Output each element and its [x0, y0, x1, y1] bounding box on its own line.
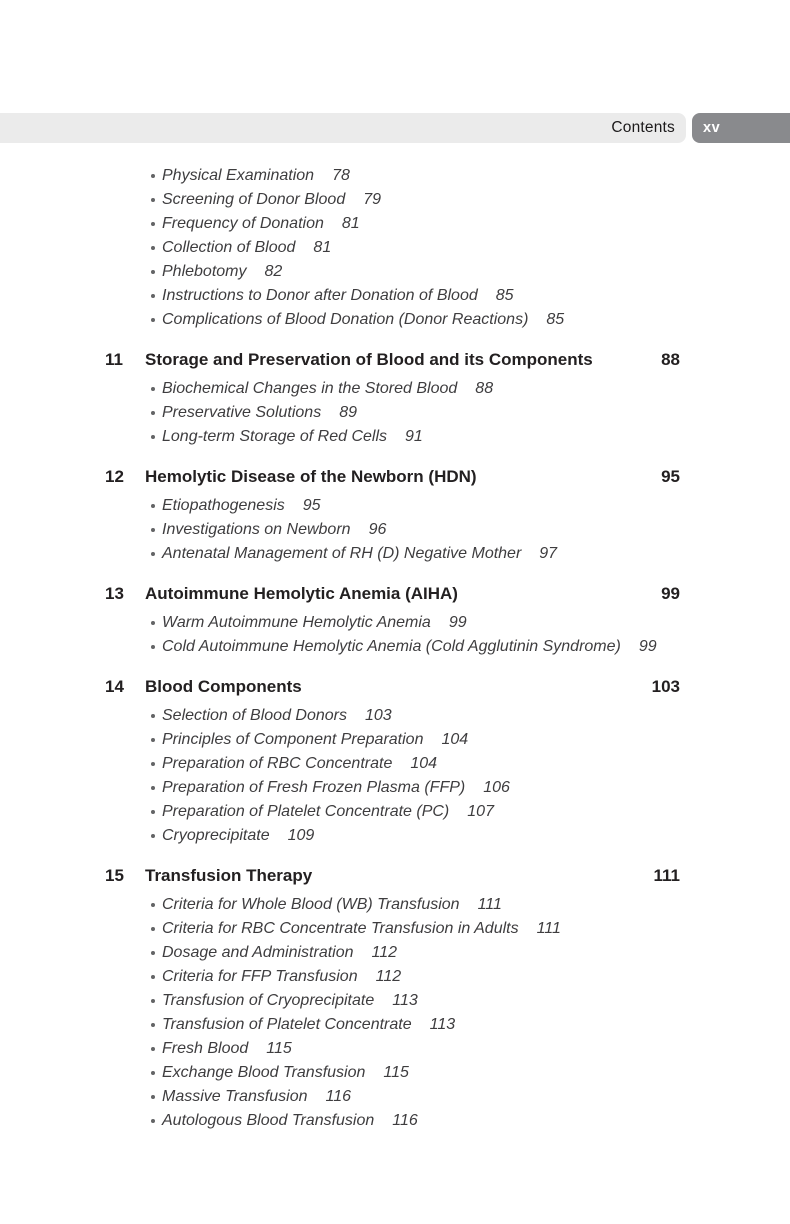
chapter-number: 11 — [105, 350, 123, 369]
chapter-item-list — [105, 611, 680, 659]
chapter-item-list — [105, 704, 680, 848]
item-page: 106 — [483, 779, 510, 796]
chapter-section — [105, 580, 680, 659]
chapter-number: 15 — [105, 866, 124, 885]
item-label: Preparation of Fresh Frozen Plasma (FFP) — [162, 779, 466, 796]
item-label: Principles of Component Preparation — [162, 731, 424, 748]
bullet-icon — [151, 645, 155, 649]
item-label: Preparation of Platelet Concentrate (PC) — [162, 803, 450, 820]
item-page: 89 — [339, 404, 357, 421]
chapter-title: Transfusion Therapy — [145, 866, 313, 885]
item-label: Exchange Blood Transfusion — [162, 1064, 366, 1081]
item-page: 107 — [467, 803, 494, 820]
toc-item — [105, 377, 680, 401]
chapter-item-list — [105, 893, 680, 1133]
bullet-icon — [151, 294, 155, 298]
toc-item — [105, 188, 680, 212]
bullet-icon — [151, 435, 155, 439]
bullet-icon — [151, 246, 155, 250]
toc-item — [105, 1037, 680, 1061]
item-label: Etiopathogenesis — [162, 497, 285, 514]
bullet-icon — [151, 738, 155, 742]
toc-item — [105, 893, 680, 917]
bullet-icon — [151, 621, 155, 625]
toc-item — [105, 704, 680, 728]
toc-item — [105, 260, 680, 284]
chapter-number: 13 — [105, 584, 124, 603]
chapter-title: Hemolytic Disease of the Newborn (HDN) — [145, 467, 477, 486]
toc-item — [105, 164, 680, 188]
chapter-title: Autoimmune Hemolytic Anemia (AIHA) — [145, 584, 458, 603]
bullet-icon — [151, 951, 155, 955]
toc-item — [105, 1085, 680, 1109]
toc-item — [105, 1061, 680, 1085]
item-page: 111 — [477, 896, 502, 913]
bullet-icon — [151, 222, 155, 226]
chapter-page: 111 — [653, 866, 680, 885]
bullet-icon — [151, 387, 155, 391]
item-label: Preservative Solutions — [162, 404, 322, 421]
item-page: 116 — [392, 1112, 418, 1129]
toc-item — [105, 518, 680, 542]
item-page: 99 — [448, 614, 467, 631]
bullet-icon — [151, 270, 155, 274]
chapter-section — [105, 673, 680, 848]
chapter-heading — [105, 346, 680, 373]
toc-item — [105, 800, 680, 824]
header-bar — [0, 113, 686, 143]
item-page: 82 — [264, 263, 283, 280]
bullet-icon — [151, 786, 155, 790]
item-page: 103 — [365, 707, 392, 724]
item-page: 109 — [287, 827, 315, 844]
bullet-icon — [151, 528, 155, 532]
bullet-icon — [151, 552, 155, 556]
item-label: Physical Examination — [162, 167, 315, 184]
item-label: Long-term Storage of Red Cells — [162, 428, 387, 445]
item-page: 115 — [383, 1064, 409, 1081]
item-page: 85 — [546, 311, 565, 328]
item-page: 104 — [410, 755, 438, 772]
toc-item — [105, 542, 680, 566]
item-page: 88 — [475, 380, 494, 397]
toc-item — [105, 494, 680, 518]
contents-label: Contents — [611, 119, 675, 136]
bullet-icon — [151, 714, 155, 718]
chapter-page: 95 — [661, 467, 680, 486]
item-label: Transfusion of Cryoprecipitate — [162, 992, 375, 1009]
item-label: Collection of Blood — [162, 239, 296, 256]
item-label: Instructions to Donor after Donation of Blood — [162, 287, 478, 304]
item-label: Preparation of RBC Concentrate — [162, 755, 393, 772]
chapter-number: 14 — [105, 677, 124, 696]
toc-item — [105, 212, 680, 236]
toc-item — [105, 1109, 680, 1133]
toc-item — [105, 1013, 680, 1037]
toc-item — [105, 941, 680, 965]
bullet-icon — [151, 318, 155, 322]
bullet-icon — [151, 1095, 155, 1099]
toc-item — [105, 425, 680, 449]
bullet-icon — [151, 1023, 155, 1027]
bullet-icon — [151, 903, 155, 907]
chapter-page: 88 — [661, 350, 680, 369]
item-label: Criteria for RBC Concentrate Transfusion in Adults — [162, 920, 519, 937]
bullet-icon — [151, 1071, 155, 1075]
item-label: Cold Autoimmune Hemolytic Anemia (Cold Agglutinin Syndrome) — [162, 638, 621, 655]
item-label: Frequency of Donation — [162, 215, 324, 232]
toc-item — [105, 728, 680, 752]
item-page: 113 — [392, 992, 418, 1009]
item-page: 78 — [332, 167, 350, 184]
toc-item — [105, 776, 680, 800]
item-page: 116 — [325, 1088, 352, 1105]
item-page: 115 — [266, 1040, 292, 1057]
bullet-icon — [151, 1047, 155, 1051]
toc-item — [105, 308, 680, 332]
item-page: 99 — [638, 638, 657, 655]
toc-item — [105, 236, 680, 260]
item-label: Biochemical Changes in the Stored Blood — [162, 380, 458, 397]
bullet-icon — [151, 411, 155, 415]
bullet-icon — [151, 1119, 155, 1123]
item-label: Dosage and Administration — [162, 944, 354, 961]
chapter-title: Blood Components — [145, 677, 302, 696]
chapter-page: 103 — [651, 677, 680, 696]
bullet-icon — [151, 504, 155, 508]
table-of-contents — [105, 164, 680, 1133]
toc-item — [105, 917, 680, 941]
item-label: Criteria for FFP Transfusion — [162, 968, 358, 985]
item-page: 81 — [313, 239, 332, 256]
toc-item — [105, 611, 680, 635]
item-label: Massive Transfusion — [162, 1088, 308, 1105]
intro-item-list — [105, 164, 680, 332]
toc-item — [105, 965, 680, 989]
item-label: Antenatal Management of RH (D) Negative Mother — [162, 545, 522, 562]
toc-item — [105, 824, 680, 848]
chapter-heading — [105, 463, 680, 490]
bullet-icon — [151, 762, 155, 766]
bullet-icon — [151, 198, 155, 202]
item-label: Autologous Blood Transfusion — [162, 1112, 375, 1129]
item-label: Criteria for Whole Blood (WB) Transfusion — [162, 896, 460, 913]
toc-item — [105, 752, 680, 776]
chapter-heading — [105, 580, 680, 607]
item-label: Screening of Donor Blood — [162, 191, 346, 208]
page-number-label: xv — [703, 120, 721, 136]
item-page: 104 — [441, 731, 469, 748]
item-page: 91 — [405, 428, 423, 445]
chapter-heading — [105, 862, 680, 889]
item-label: Selection of Blood Donors — [162, 707, 347, 724]
toc-item — [105, 284, 680, 308]
item-label: Investigations on Newborn — [162, 521, 351, 538]
item-label: Warm Autoimmune Hemolytic Anemia — [162, 614, 431, 631]
item-label: Cryoprecipitate — [162, 827, 270, 844]
toc-item — [105, 989, 680, 1013]
bullet-icon — [151, 810, 155, 814]
item-page: 112 — [375, 968, 402, 985]
item-page: 95 — [302, 497, 321, 514]
item-label: Fresh Blood — [162, 1040, 249, 1057]
item-page: 79 — [363, 191, 382, 208]
item-page: 85 — [495, 287, 514, 304]
bullet-icon — [151, 834, 155, 838]
toc-item — [105, 635, 680, 659]
item-page: 113 — [429, 1016, 456, 1033]
chapter-section — [105, 862, 680, 1133]
chapter-section — [105, 346, 680, 449]
item-page: 81 — [341, 215, 360, 232]
chapter-page: 99 — [661, 584, 680, 603]
chapter-item-list — [105, 494, 680, 566]
page-number-badge — [692, 113, 790, 143]
chapter-section — [105, 463, 680, 566]
item-label: Complications of Blood Donation (Donor Reactions) — [162, 311, 529, 328]
item-page: 96 — [368, 521, 387, 538]
item-label: Phlebotomy — [162, 263, 247, 280]
bullet-icon — [151, 174, 155, 178]
item-page: 111 — [536, 920, 561, 937]
bullet-icon — [151, 999, 155, 1003]
item-page: 112 — [371, 944, 398, 961]
item-page: 97 — [539, 545, 558, 562]
chapter-item-list — [105, 377, 680, 449]
bullet-icon — [151, 975, 155, 979]
toc-item — [105, 401, 680, 425]
chapter-title: Storage and Preservation of Blood and its Components — [145, 350, 593, 369]
chapter-number: 12 — [105, 467, 124, 486]
item-label: Transfusion of Platelet Concentrate — [162, 1016, 412, 1033]
bullet-icon — [151, 927, 155, 931]
chapter-heading — [105, 673, 680, 700]
